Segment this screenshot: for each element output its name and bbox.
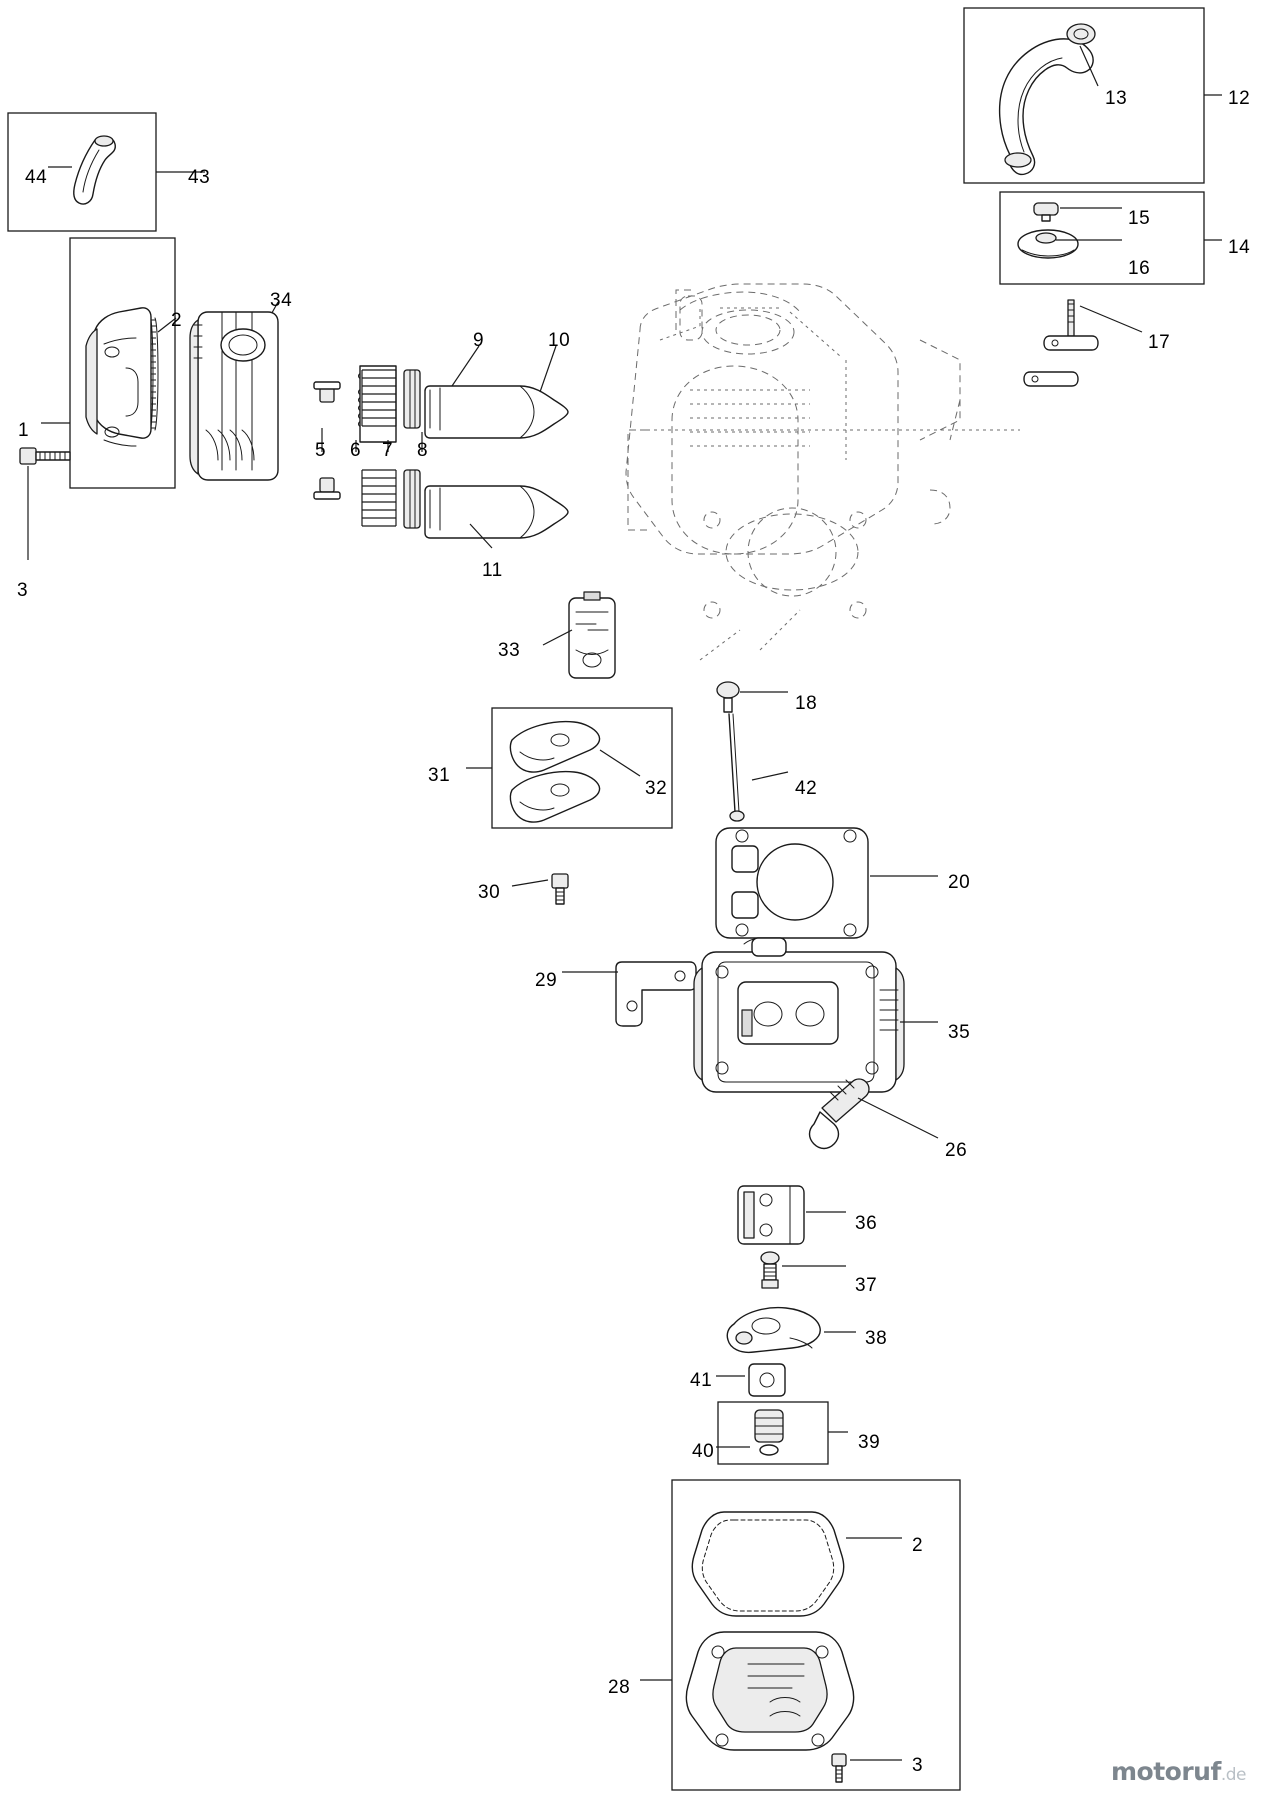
callout-35: 35 — [948, 1022, 971, 1043]
callout-42: 42 — [795, 778, 818, 799]
callout-39: 39 — [858, 1432, 881, 1453]
callout-16: 16 — [1128, 258, 1151, 279]
group-31-box — [466, 708, 672, 828]
callout-2b: 2 — [912, 1535, 924, 1556]
group-valves — [425, 346, 568, 548]
callout-8: 8 — [417, 440, 429, 461]
group-35-head — [694, 938, 938, 1092]
callout-9: 9 — [473, 330, 485, 351]
callout-1: 1 — [18, 420, 30, 441]
group-18-42 — [717, 682, 788, 821]
callout-11: 11 — [482, 560, 503, 581]
callout-32: 32 — [645, 778, 668, 799]
callout-29: 29 — [535, 970, 558, 991]
group-41 — [716, 1364, 785, 1396]
group-1-cover — [20, 238, 176, 560]
group-33 — [543, 592, 615, 678]
callout-12: 12 — [1228, 88, 1251, 109]
group-28-box — [640, 1480, 960, 1790]
callout-34: 34 — [270, 290, 293, 311]
callout-2: 2 — [171, 310, 183, 331]
callout-5: 5 — [315, 440, 327, 461]
callout-30: 30 — [478, 882, 501, 903]
group-14-box — [1000, 192, 1222, 284]
callout-37: 37 — [855, 1275, 878, 1296]
group-29 — [562, 962, 696, 1026]
callout-38: 38 — [865, 1328, 888, 1349]
callout-6: 6 — [350, 440, 362, 461]
callout-15: 15 — [1128, 208, 1151, 229]
callout-31: 31 — [428, 765, 451, 786]
callout-43: 43 — [188, 167, 211, 188]
callout-18: 18 — [795, 693, 818, 714]
callout-44: 44 — [25, 167, 48, 188]
callout-40: 40 — [692, 1441, 715, 1462]
group-20-gasket — [716, 828, 938, 938]
group-39-box — [716, 1402, 848, 1464]
group-17 — [1024, 300, 1142, 386]
group-37 — [761, 1252, 846, 1288]
callout-26: 26 — [945, 1140, 968, 1161]
callout-3b: 3 — [912, 1755, 924, 1776]
callout-33: 33 — [498, 640, 521, 661]
group-36 — [738, 1186, 846, 1244]
group-30 — [512, 874, 568, 904]
callout-7: 7 — [382, 440, 394, 461]
callout-28: 28 — [608, 1677, 631, 1698]
callout-20: 20 — [948, 872, 971, 893]
callout-36: 36 — [855, 1213, 878, 1234]
callout-10: 10 — [548, 330, 571, 351]
group-34 — [190, 302, 278, 480]
group-12-box — [964, 8, 1222, 183]
engine-block-ghost — [626, 284, 1020, 660]
watermark-brand: motoruf — [1110, 1757, 1221, 1786]
callout-14: 14 — [1228, 237, 1251, 258]
callout-41: 41 — [690, 1370, 713, 1391]
callout-17: 17 — [1148, 332, 1171, 353]
group-38 — [727, 1308, 856, 1353]
watermark — [1111, 1757, 1246, 1786]
callout-3: 3 — [17, 580, 29, 601]
group-valve-springs — [314, 366, 422, 528]
callout-13: 13 — [1105, 88, 1128, 109]
watermark-suffix: .de — [1220, 1765, 1246, 1785]
